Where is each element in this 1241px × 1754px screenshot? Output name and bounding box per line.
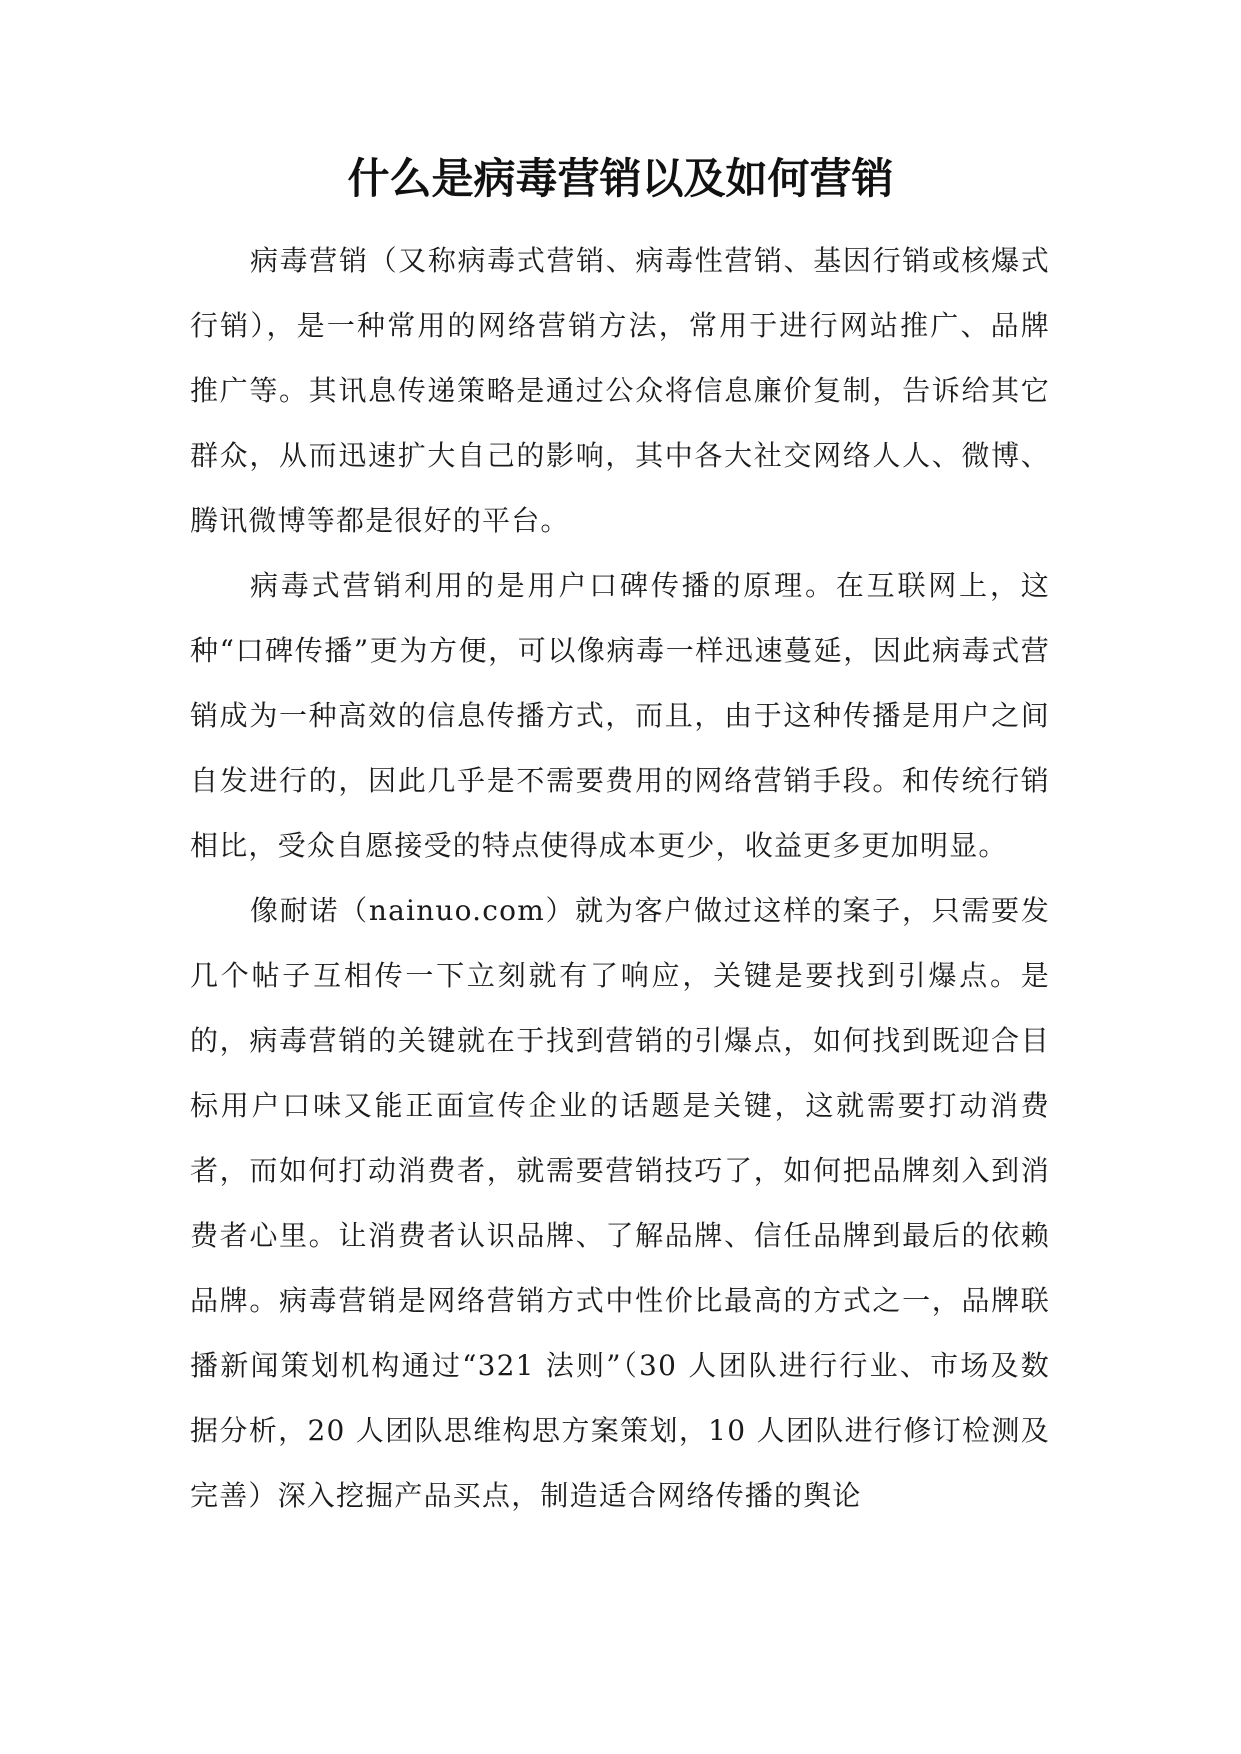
document-title: 什么是病毒营销以及如何营销 <box>347 154 894 203</box>
document-body <box>190 228 1050 1528</box>
paragraph-1: 病毒营销（又称病毒式营销、病毒性营销、基因行销或核爆式行销），是一种常用的网络营销方法，常用于进行网站推广、品牌推广等。其讯息传递策略是通过公众将信息廉价复制，告诉给其它群众，从而迅速扩大自己的影响，其中各大社交网络人人、微博、腾讯微博等都是很好的平台。 <box>190 244 1050 537</box>
paragraph-3: 像耐诺（nainuo.com）就为客户做过这样的案子，只需要发几个帖子互相传一下立刻就有了响应，关键是要找到引爆点。是的，病毒营销的关键就在于找到营销的引爆点，如何找到既迎合目标用户口味又能正面宣传企业的话题是关键，这就需要打动消费者，而如何打动消费者，就需要营销技巧了，如何把品牌刻入到消费者心里。让消费者认识品牌、了解品牌、信任品牌到最后的依赖品牌。病毒营销是网络营销方式中性价比最高的方式之一，品牌联播新闻策划机构通过“321 法则”（30 人团队进行行业、市场及数据分析，20 人团队思维构思方案策划，10 人团队进行修订检测及完善）深入挖掘产品买点，制造适合网络传播的舆论 <box>190 894 1050 1512</box>
paragraph-2: 病毒式营销利用的是用户口碑传播的原理。在互联网上，这种“口碑传播”更为方便，可以像病毒一样迅速蔓延，因此病毒式营销成为一种高效的信息传播方式，而且，由于这种传播是用户之间自发进行的，因此几乎是不需要费用的网络营销手段。和传统行销相比，受众自愿接受的特点使得成本更少，收益更多更加明显。 <box>190 569 1050 862</box>
